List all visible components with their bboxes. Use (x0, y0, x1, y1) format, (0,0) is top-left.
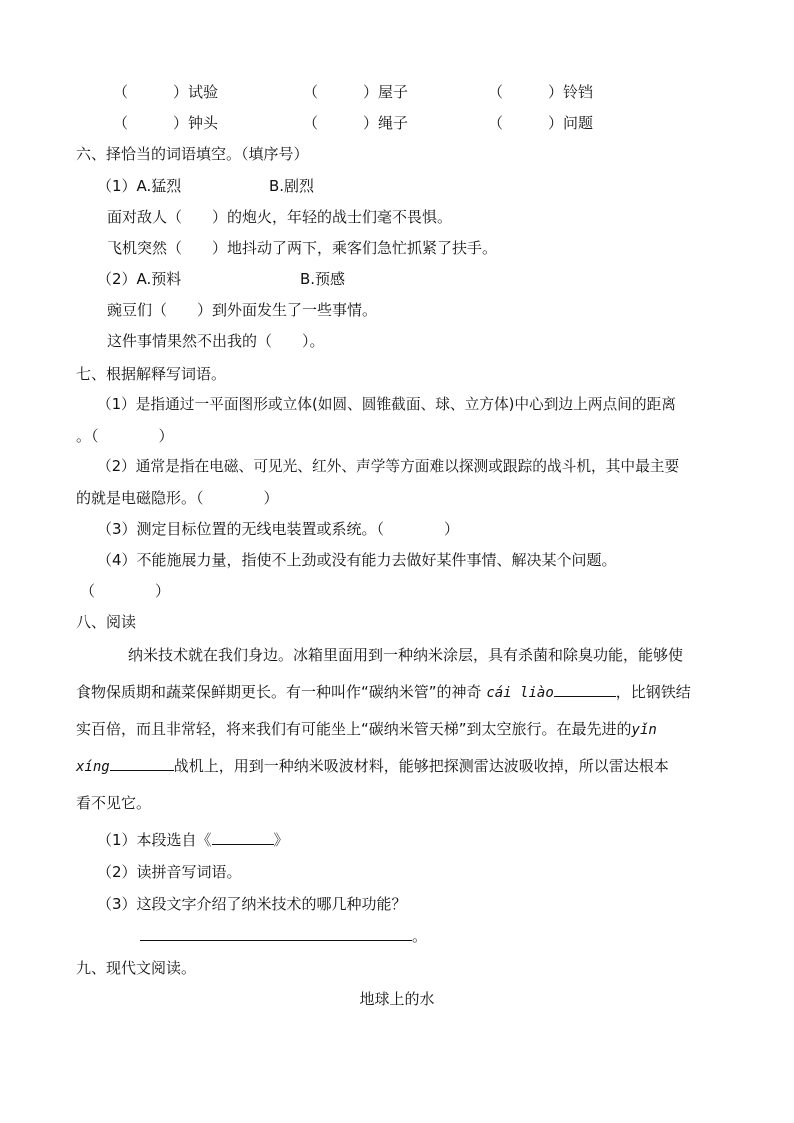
s8-q2: （2）读拼音写词语。 (97, 863, 242, 881)
s8-p4-end: 战机上，用到一种纳米吸波材料，能够把探测雷达波吸收掉，所以雷达根本 (173, 757, 669, 775)
section9-heading: 九、现代文阅读。 (76, 959, 197, 977)
s6-q2-option-a: （2）A.预料 (97, 270, 182, 288)
s8-paragraph-line5: 看不见它。 (76, 794, 152, 812)
s5-r2-c3: （ ）问题 (488, 114, 594, 132)
s8-q3-blank[interactable] (140, 926, 412, 941)
s8-q3-period: 。 (412, 927, 428, 945)
s5-r2-c2: （ ）绳子 (303, 114, 409, 132)
s8-p2-end: ，比钢铁结 (615, 683, 691, 701)
s7-q1-line1: （1）是指通过一平面图形或立体(如圆、圆锥截面、球、立方体)中心到边上两点间的距离 (97, 396, 676, 413)
s6-q1-sentence1: 面对敌人（ ）的炮火，年轻的战士们毫不畏惧。 (107, 208, 453, 226)
s6-q2-option-b: B.预感 (300, 270, 346, 288)
s8-p2-text: 食物保质期和蔬菜保鲜期更长。有一种叫作“碳纳米管”的神奇 (76, 683, 482, 701)
s6-q1-option-b: B.剧烈 (269, 177, 315, 195)
s7-q1-line2: 。（ ） (76, 427, 174, 445)
s7-q4-line2: （ ） (80, 582, 171, 600)
s8-paragraph-line4 (76, 756, 669, 777)
s8-p4-pinyin: xíng (76, 759, 110, 775)
s8-paragraph-line2 (76, 682, 691, 703)
s7-q4-line1: （4）不能施展力量，指使不上劲或没有能力去做好某件事情、解决某个问题。 (97, 551, 617, 569)
s7-q2-line1: （2）通常是指在电磁、可见光、红外、声学等方面难以探测或跟踪的战斗机，其中最主要 (97, 458, 680, 475)
s8-p2-pinyin: cái liào (486, 685, 554, 701)
s8-q1-close: 》 (273, 831, 289, 849)
s8-p4-blank[interactable] (110, 756, 174, 771)
s8-paragraph-line1: 纳米技术就在我们身边。冰箱里面用到一种纳米涂层，具有杀菌和除臭功能，能够使 (128, 646, 684, 664)
s8-p3-text: 实百倍，而且非常轻，将来我们有可能坐上“碳纳米管天梯”到太空旅行。在最先进的 (76, 720, 632, 738)
section8-heading: 八、阅读 (76, 613, 137, 631)
s8-q1 (97, 830, 289, 850)
s8-q3-answer-line (140, 926, 427, 946)
s8-paragraph-line3 (76, 719, 657, 740)
s6-q2-sentence1: 豌豆们（ ）到外面发生了一些事情。 (107, 301, 378, 319)
s6-q2-sentence2: 这件事情果然不出我的（ ）。 (107, 332, 325, 350)
s8-q3: （3）这段文字介绍了纳米技术的哪几种功能？ (97, 895, 407, 913)
s6-q1-option-a: （1）A.猛烈 (97, 177, 182, 195)
section7-heading: 七、根据解释写词语。 (76, 365, 227, 383)
s5-r2-c1: （ ）钟头 (113, 114, 219, 132)
s8-q1-blank[interactable] (212, 830, 274, 845)
s7-q2-line2: 的就是电磁隐形。（ ） (76, 489, 279, 507)
section6-heading: 六、择恰当的词语填空。（填序号） (76, 145, 309, 163)
s8-p3-pinyin: yǐn (631, 722, 657, 738)
s5-r1-c1: （ ）试验 (113, 83, 219, 101)
s7-q3: （3）测定目标位置的无线电装置或系统。（ ） (97, 520, 460, 538)
s8-p2-blank[interactable] (554, 682, 616, 697)
s5-r1-c2: （ ）屋子 (303, 83, 409, 101)
s6-q1-sentence2: 飞机突然（ ）地抖动了两下，乘客们急忙抓紧了扶手。 (107, 239, 498, 257)
s8-q1-text: （1）本段选自《 (97, 831, 212, 849)
s9-article-title: 地球上的水 (359, 990, 435, 1008)
s5-r1-c3: （ ）铃铛 (488, 83, 594, 101)
